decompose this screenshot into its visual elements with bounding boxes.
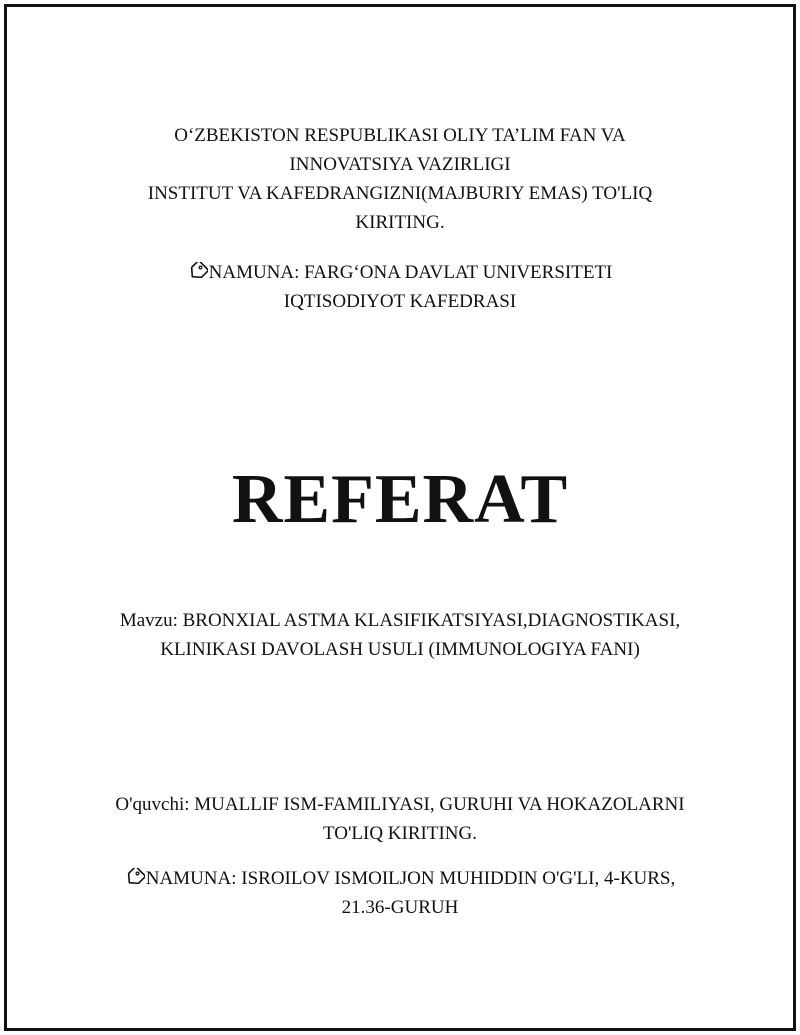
topic-line-2: KLINIKASI DAVOLASH USULI (IMMUNOLOGIYA FANI)	[160, 639, 640, 660]
topic-line-1: Mavzu: BRONXIAL ASTMA KLASIFIKATSIYASI,DIAGNOSTIKASI,	[119, 610, 681, 631]
document-title: REFERAT	[231, 461, 569, 538]
student-sample	[0, 864, 800, 922]
student-sample-text-1: NAMUNA: ISROILOV ISMOILJON MUHIDDIN O'G'LI, 4-KURS,	[145, 868, 676, 889]
university-sample-line-1	[0, 258, 800, 287]
ministry-line-2: INNOVATSIYA VAZIRLIGI	[289, 154, 511, 175]
tag-icon	[188, 262, 208, 280]
student-sample-line-2: 21.36-GURUH	[341, 897, 459, 918]
student-line-1: O'quvchi: MUALLIF ISM-FAMILIYASI, GURUHI VA HOKAZOLARNI	[115, 794, 685, 815]
ministry-line-1: O‘ZBEKISTON RESPUBLIKASI OLIY TA’LIM FAN VA	[174, 125, 626, 146]
student-sample-line-1	[0, 864, 800, 893]
tag-icon	[125, 868, 145, 886]
university-sample-text-1: NAMUNA: FARG‘ONA DAVLAT UNIVERSITETI	[208, 262, 613, 283]
university-sample-line-2: IQTISODIYOT KAFEDRASI	[283, 291, 517, 312]
ministry-header	[0, 121, 800, 237]
instruction-line-2: KIRITING.	[355, 212, 445, 233]
student-info	[0, 790, 800, 848]
student-line-2: TO'LIQ KIRITING.	[323, 823, 477, 844]
university-sample	[0, 258, 800, 316]
topic	[0, 606, 800, 664]
instruction-line-1: INSTITUT VA KAFEDRANGIZNI(MAJBURIY EMAS) TO'LIQ	[147, 183, 653, 204]
